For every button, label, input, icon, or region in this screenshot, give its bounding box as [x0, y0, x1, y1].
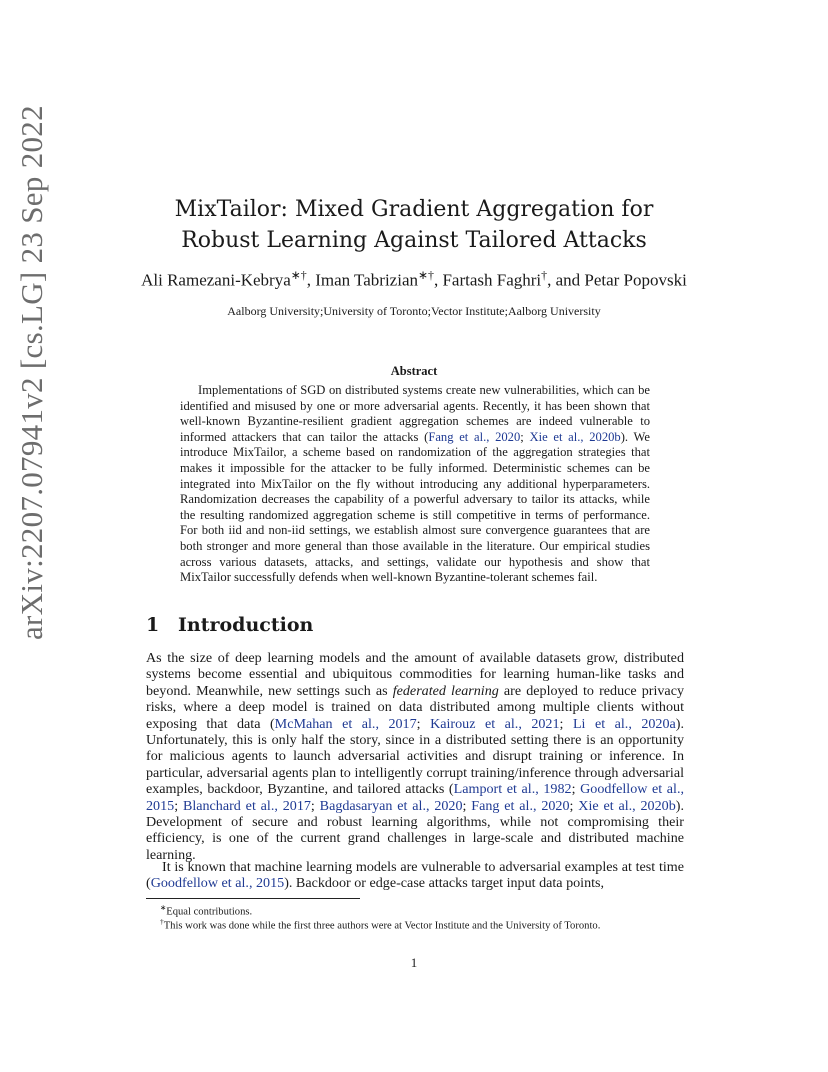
title-line-1: MixTailor: Mixed Gradient Aggregation for — [174, 197, 654, 222]
citation-link[interactable]: Kairouz et al., 2021 — [430, 715, 560, 732]
footnote-mark: † — [160, 917, 164, 926]
body-text-run: ). Development of secure and robust learning algorithms, while not compromising their efficiency, is one of the current grand challenges in large-scale and distributed machine learning. — [146, 797, 684, 863]
arxiv-identifier: arXiv:2207.07941v2 [cs.LG] 23 Sep 2022 — [14, 105, 49, 640]
author-name: Fartash Faghri — [442, 270, 542, 290]
author-separator: , — [433, 270, 443, 290]
section-heading — [146, 614, 313, 636]
body-text-run: As the size of deep learning models and the amount of available datasets grow, distributed systems become essential and ubiquitous commodities for learning human-like tasks and beyond. Meanwhile, new settings such as — [146, 650, 684, 699]
intro-paragraph-2 — [146, 859, 684, 892]
paper-title — [0, 194, 828, 256]
citation-separator: ; — [569, 797, 579, 814]
footnote-text: This work was done while the first three authors were at Vector Institute and the University of Toronto. — [163, 920, 601, 932]
author-name: Ali Ramezani-Kebrya — [141, 270, 291, 290]
author-mark: ∗† — [418, 268, 434, 282]
citation-link[interactable]: Fang et al., 2020 — [428, 429, 521, 444]
body-text-run: It is known that machine learning models are vulnerable to adversarial examples at test time ( — [146, 859, 684, 892]
author-mark: † — [541, 268, 548, 282]
author-name: Petar Popovski — [584, 270, 687, 290]
footnote-2 — [160, 917, 600, 932]
citation-link[interactable]: Bagdasaryan et al., 2020 — [319, 797, 463, 814]
citation-separator: ; — [310, 797, 320, 814]
body-text-run: ). Unfortunately, this is only half the story, since in a distributed setting there is an opportunity for malicious agents to launch adversarial activities and disrupt training or inference. In particular, adversarial agents plan to intelligently corrupt training/inference through adversarial examples, backdoor, Byzantine, and tailored attacks ( — [146, 715, 685, 798]
citation-separator: ; — [559, 715, 573, 732]
citation-link[interactable]: Goodfellow et al., 2015 — [150, 875, 285, 892]
citation-link[interactable]: Blanchard et al., 2017 — [182, 797, 311, 814]
citation-separator: ; — [416, 715, 431, 732]
citation-link[interactable]: Fang et al., 2020 — [471, 797, 570, 814]
abstract-text-run: ). We introduce MixTailor, a scheme based on randomization of the aggregation strategies that makes it impossible for the attacker to be fully informed. Deterministic schemes can be integrated into MixTailor on the fly without introducing any additional hyperparameters. Randomization decreases the capability of a powerful adversary to tailor its attacks, while the resulting randomized aggregation scheme is still competitive in terms of performance. For both iid and non-iid settings, we establish almost sure convergence guarantees that are both stronger and more general than those available in the literature. Our empirical studies across various datasets, attacks, and settings, validate our hypothesis and show that MixTailor successfully defends when well-known Byzantine-tolerant schemes fail. — [180, 429, 651, 585]
footnote-1 — [160, 903, 252, 918]
footnote-text: Equal contributions. — [166, 906, 253, 918]
body-text-run: are deployed to reduce privacy risks, where a deep model is trained on data distributed among multiple clients without exposing that data ( — [146, 682, 684, 732]
abstract-heading: Abstract — [390, 364, 438, 378]
abstract-text-run: Implementations of SGD on distributed systems create new vulnerabilities, which can be identified and misused by one or more adversarial agents. Recently, it has been shown that well-known Byzantine-resilient gradient aggregation schemes are indeed vulnerable to informed attackers that can tailor the attacks ( — [180, 383, 650, 444]
author-separator: , — [306, 270, 316, 290]
intro-paragraph-1 — [146, 650, 684, 863]
citation-separator: ; — [520, 429, 530, 444]
emphasized-term: federated learning — [392, 682, 499, 699]
citation-link[interactable]: Lamport et al., 1982 — [453, 781, 572, 798]
author-list — [0, 268, 828, 291]
citation-separator: ; — [462, 797, 472, 814]
footnote-mark: ∗ — [160, 903, 167, 912]
author-separator: , and — [547, 270, 585, 290]
author-mark: ∗† — [290, 268, 307, 282]
author-name: Iman Tabrizian — [315, 270, 419, 290]
section-number: 1 — [146, 614, 160, 636]
footnote-divider — [146, 898, 360, 899]
page-number: 1 — [410, 955, 418, 970]
affiliations: Aalborg University;University of Toronto;Vector Institute;Aalborg University — [227, 304, 601, 318]
body-text-run: ). Backdoor or edge-case attacks target input data points, — [284, 875, 605, 892]
title-line-2: Robust Learning Against Tailored Attacks — [181, 228, 647, 253]
citation-link[interactable]: McMahan et al., 2017 — [274, 715, 417, 732]
citation-link[interactable]: Goodfellow et al., 2015 — [146, 781, 685, 814]
citation-link[interactable]: Xie et al., 2020b — [529, 429, 621, 444]
citation-separator: ; — [571, 781, 581, 798]
citation-link[interactable]: Xie et al., 2020b — [578, 797, 676, 814]
citation-link[interactable]: Li et al., 2020a — [572, 715, 676, 732]
abstract-text — [180, 383, 650, 586]
section-title: Introduction — [178, 614, 314, 636]
citation-separator: ; — [174, 797, 183, 814]
